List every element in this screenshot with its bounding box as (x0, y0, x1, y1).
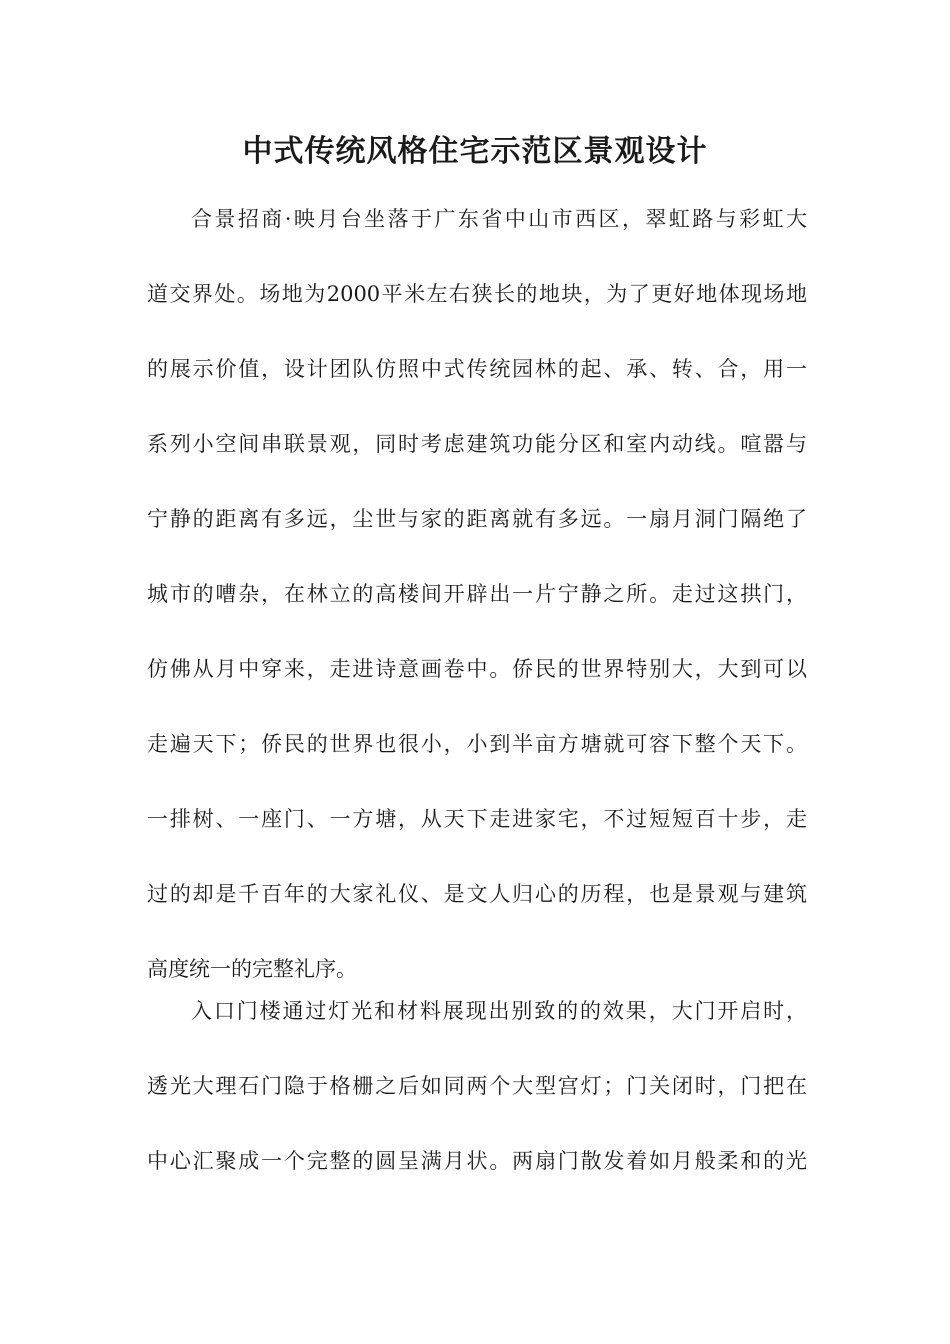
paragraph-line: 道交界处。场地为2000平米左右狭长的地块，为了更好地体现场地 (147, 282, 807, 306)
paragraph-line: 走遍天下；侨民的世界也很小，小到半亩方塘就可容下整个天下。 (147, 732, 807, 756)
paragraph-line: 中心汇聚成一个完整的圆呈满月状。两扇门散发着如月般柔和的光 (147, 1149, 807, 1173)
paragraph-line: 仿佛从月中穿来，走进诗意画卷中。侨民的世界特别大，大到可以 (147, 657, 807, 681)
paragraph-line: 一排树、一座门、一方塘，从天下走进家宅，不过短短百十步，走 (147, 807, 807, 831)
paragraph-2 (147, 988, 807, 1213)
paragraph-line: 系列小空间串联景观，同时考虑建筑功能分区和室内动线。喧嚣与 (147, 432, 807, 456)
paragraph-line: 合景招商·映月台坐落于广东省中山市西区，翠虹路与彩虹大 (191, 207, 807, 231)
paragraph-line: 透光大理石门隐于格栅之后如同两个大型宫灯；门关闭时，门把在 (147, 1074, 807, 1098)
paragraph-line: 过的却是千百年的大家礼仪、是文人归心的历程，也是景观与建筑 (147, 882, 807, 906)
paragraph-line: 入口门楼通过灯光和材料展现出别致的的效果，大门开启时， (191, 999, 807, 1023)
paragraph-line: 城市的嘈杂，在林立的高楼间开辟出一片宁静之所。走过这拱门， (147, 582, 807, 606)
paragraph-1 (147, 196, 807, 1021)
paragraph-line: 高度统一的完整礼序。 (147, 957, 357, 981)
paragraph-line: 宁静的距离有多远，尘世与家的距离就有多远。一扇月洞门隔绝了 (147, 507, 807, 531)
paragraph-line: 的展示价值，设计团队仿照中式传统园林的起、承、转、合，用一 (147, 357, 807, 381)
page-title: 中式传统风格住宅示范区景观设计 (242, 134, 708, 169)
